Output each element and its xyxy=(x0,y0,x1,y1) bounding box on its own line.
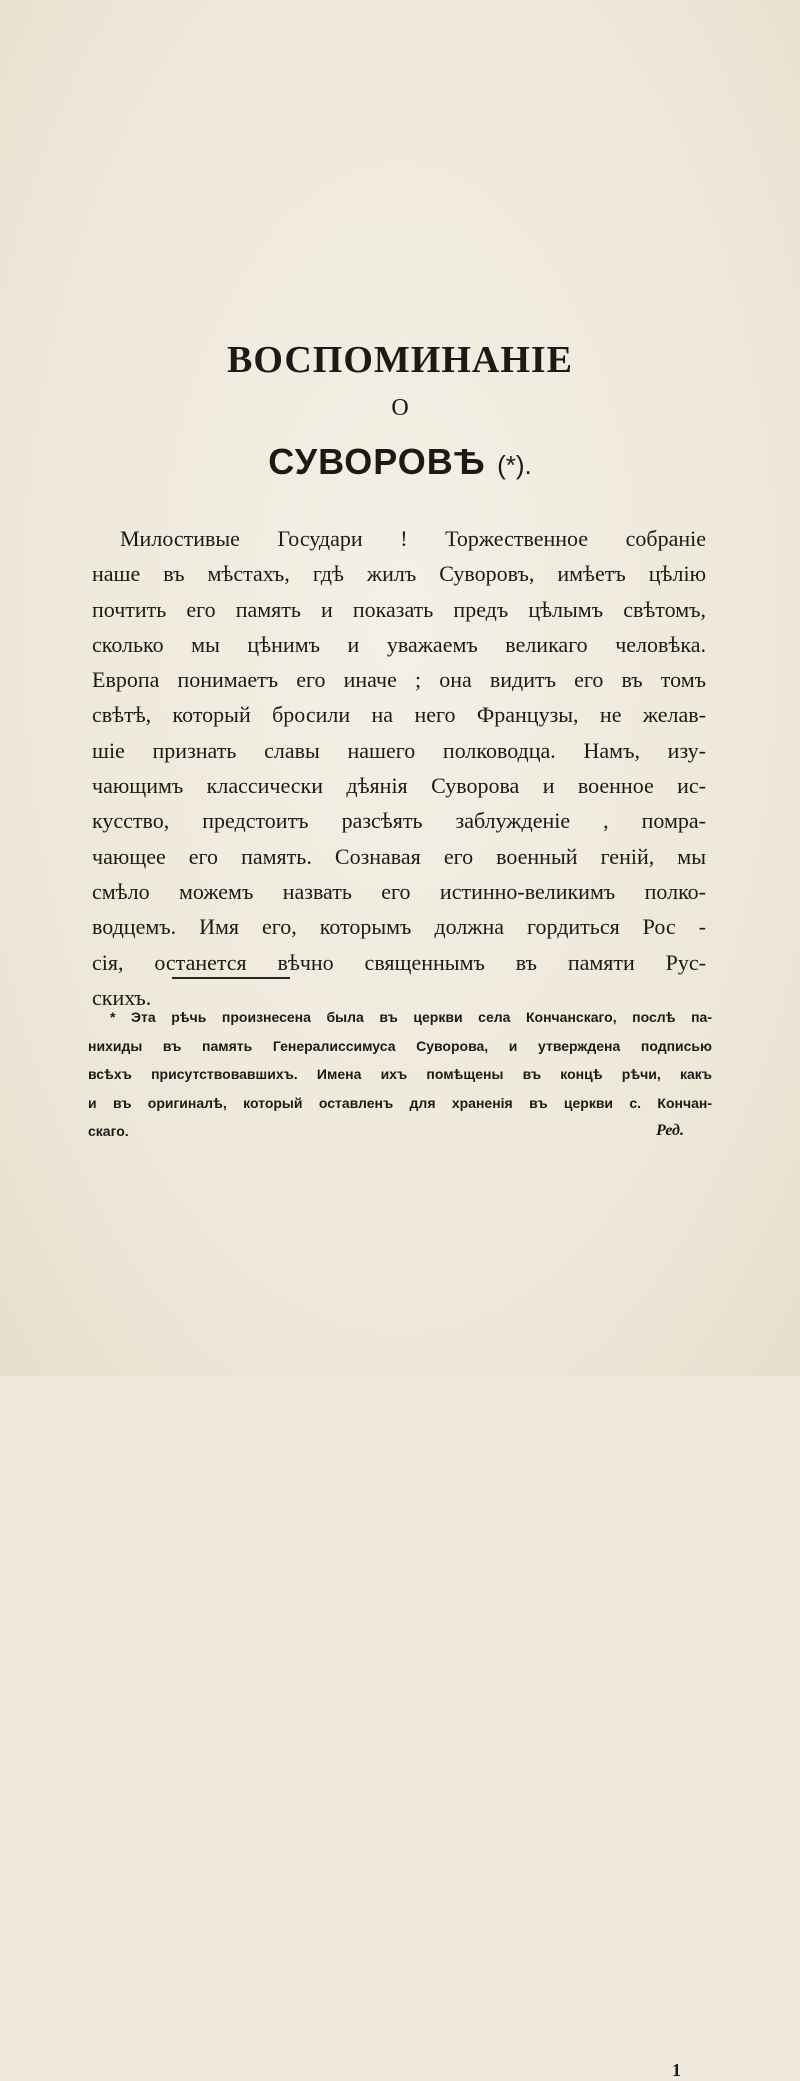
footnote xyxy=(88,1003,712,2080)
footnote-line: и въ оригиналѣ, который оставленъ для храненія въ церкви с. Кончан- xyxy=(88,1094,712,1111)
body-line: сколько мы цѣнимъ и уважаемъ великаго человѣка. xyxy=(92,631,706,657)
body-line: чающее его память. Сознавая его военный геній, мы xyxy=(92,843,706,869)
body-text xyxy=(92,521,706,1015)
footnote-line: всѣхъ присутствовавшихъ. Имена ихъ помѣщены въ концѣ рѣчи, какъ xyxy=(88,1066,712,1082)
body-line: Милостивые Государи ! Торжественное собраніе xyxy=(120,526,706,551)
document-subtitle xyxy=(0,442,800,485)
document-title: ВОСПОМИНАНІЕ xyxy=(226,339,574,381)
footnote-reference-mark: (*). xyxy=(497,450,532,480)
footnote-line: скаго. xyxy=(88,1123,129,1139)
footnote-divider xyxy=(172,977,290,979)
page-number: 1 xyxy=(672,2060,681,2080)
editor-signature: Ред. xyxy=(656,1122,684,1139)
footnote-line: * Эта рѣчь произнесена была въ церкви села Кончанскаго, послѣ па- xyxy=(110,1009,712,1025)
body-line: сія, останется вѣчно священнымъ въ памяти Рус- xyxy=(92,949,706,975)
title-connector: О xyxy=(391,395,409,421)
body-line: скихъ. xyxy=(92,984,152,1010)
body-line: свѣтѣ, который бросили на него Французы, не желав- xyxy=(92,702,706,728)
subtitle-text: СУВОРОВѢ xyxy=(268,441,487,482)
footnote-line: нихиды въ память Генералиссимуса Суворова, и утверждена подписью xyxy=(88,1037,712,1054)
body-line: почтить его память и показать предъ цѣлымъ свѣтомъ, xyxy=(92,596,706,622)
body-line: водцемъ. Имя его, которымъ должна гордиться Рос - xyxy=(92,914,706,940)
body-line: смѣло можемъ назвать его истинно-великимъ полко- xyxy=(92,878,706,904)
body-line: Европа понимаетъ его иначе ; она видитъ его въ томъ xyxy=(92,667,706,693)
footnote-last-line xyxy=(88,1117,712,1146)
body-line: кусство, предстоитъ разсѣять заблужденіе , помра- xyxy=(92,808,706,834)
body-line: наше въ мѣстахъ, гдѣ жилъ Суворовъ, имѣетъ цѣлію xyxy=(92,561,706,587)
body-line: чающимъ классически дѣянія Суворова и военное ис- xyxy=(92,773,706,799)
body-line: шіе признать славы нашего полководца. Намъ, изу- xyxy=(92,737,706,763)
